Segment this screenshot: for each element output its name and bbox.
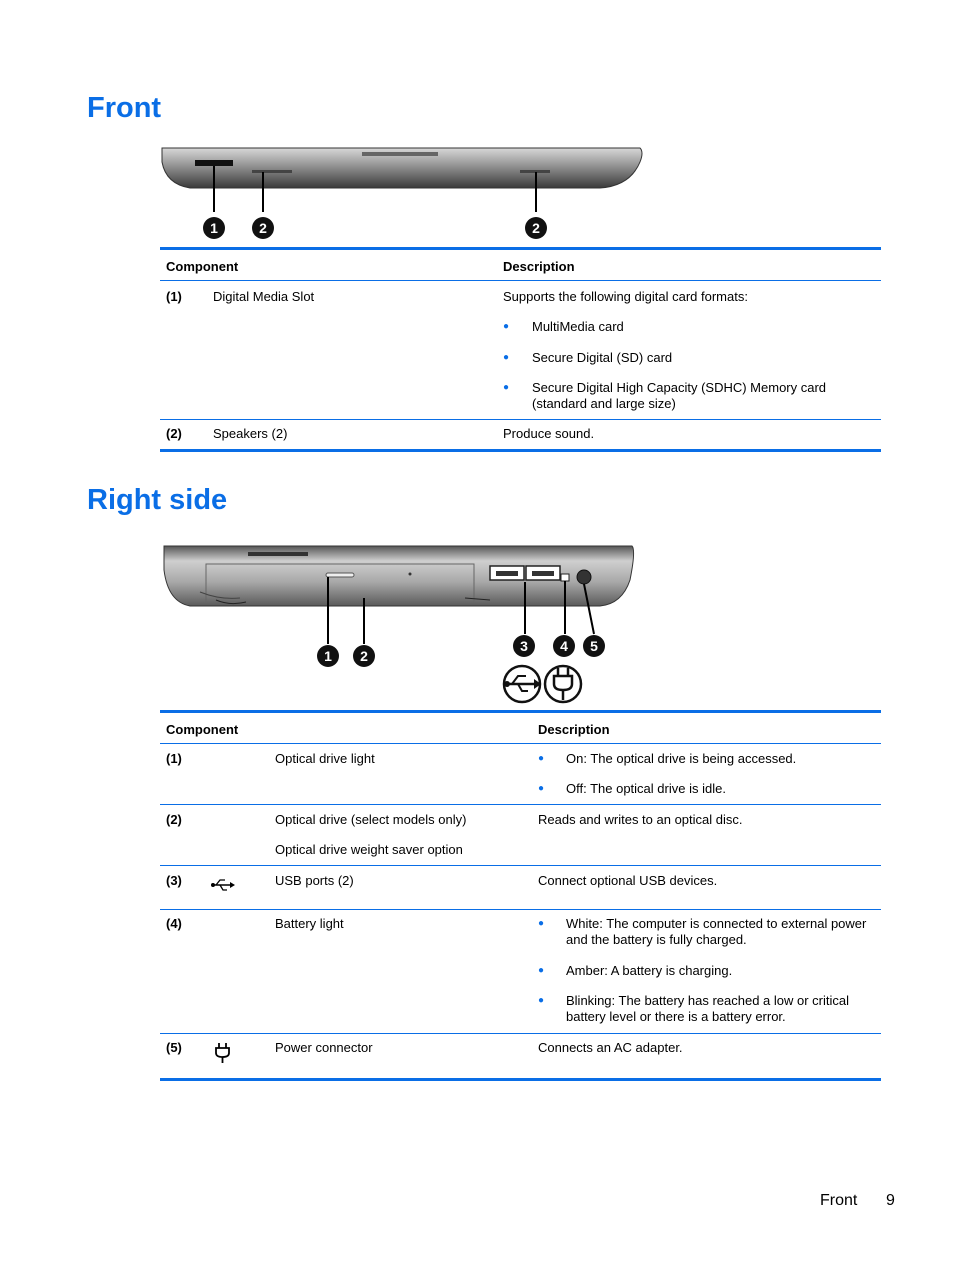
callout-1: 1 (210, 220, 218, 236)
usb-icon (504, 666, 541, 702)
bullet-text: Secure Digital High Capacity (SDHC) Memory card (standard and large size) (532, 380, 827, 411)
front-components-table (160, 247, 881, 452)
laptop-front-illustration (160, 140, 650, 245)
header-description: Description (538, 722, 610, 737)
row-number: (2) (166, 426, 182, 441)
table-row (160, 910, 881, 1034)
callout-3: 3 (520, 638, 528, 654)
callout-5: 5 (590, 638, 598, 654)
right-side-components-table (160, 710, 881, 1081)
power-plug-icon (545, 666, 581, 702)
component-name: USB ports (2) (275, 873, 354, 888)
bullet-icon: ● (503, 382, 510, 393)
section-title-front: Front (87, 92, 162, 124)
table-row (160, 281, 881, 420)
bullet-icon: ● (538, 918, 545, 929)
footer-section-name: Front (820, 1192, 858, 1209)
table-row (160, 1034, 881, 1078)
bullet-icon: ● (538, 753, 545, 764)
component-name: Optical drive light (275, 751, 375, 766)
component-name: Optical drive (select models only) (275, 812, 467, 827)
callout-2: 2 (259, 220, 267, 236)
bullet-text: Amber: A battery is charging. (566, 963, 733, 978)
table-header (160, 250, 881, 281)
laptop-right-side-illustration (160, 540, 640, 708)
bullet-text: White: The computer is connected to external power and the battery is fully charged. (566, 916, 867, 947)
footer-page-number: 9 (886, 1192, 895, 1209)
header-component: Component (166, 722, 239, 737)
bullet-icon: ● (538, 995, 545, 1006)
bullet-text: Off: The optical drive is idle. (566, 781, 726, 796)
bullet-icon: ● (538, 783, 545, 794)
row-number: (3) (166, 873, 182, 888)
bullet-text: On: The optical drive is being accessed. (566, 751, 797, 766)
bullet-icon: ● (503, 321, 510, 332)
callout-2b: 2 (532, 220, 540, 236)
callout-1: 1 (324, 648, 332, 664)
component-description: Connect optional USB devices. (538, 873, 718, 888)
table-header (160, 713, 881, 744)
bullet-text: MultiMedia card (532, 319, 624, 334)
component-description: Reads and writes to an optical disc. (538, 812, 743, 827)
callout-4: 4 (560, 638, 568, 654)
usb-icon (210, 878, 236, 892)
bullet-icon: ● (503, 352, 510, 363)
row-number: (5) (166, 1040, 182, 1055)
component-name-secondary: Optical drive weight saver option (275, 842, 463, 857)
bullet-icon: ● (538, 965, 545, 976)
bullet-text: Secure Digital (SD) card (532, 350, 673, 365)
power-plug-icon (214, 1042, 232, 1064)
row-number: (2) (166, 812, 182, 827)
component-name: Digital Media Slot (213, 289, 315, 304)
component-name: Power connector (275, 1040, 373, 1055)
row-number: (1) (166, 289, 182, 304)
table-row (160, 805, 881, 866)
header-component: Component (166, 259, 239, 274)
table-row (160, 866, 881, 910)
header-description: Description (503, 259, 575, 274)
callout-2: 2 (360, 648, 368, 664)
table-row (160, 744, 881, 805)
bullet-text: Blinking: The battery has reached a low or critical battery level or there is a battery error. (566, 993, 850, 1024)
row-number: (4) (166, 916, 182, 931)
section-title-right-side: Right side (87, 484, 228, 516)
component-name: Battery light (275, 916, 344, 931)
component-description: Connects an AC adapter. (538, 1040, 683, 1055)
component-description: Produce sound. (503, 426, 595, 441)
component-name: Speakers (2) (213, 426, 288, 441)
component-description: Supports the following digital card formats: (503, 289, 748, 304)
table-row (160, 420, 881, 449)
row-number: (1) (166, 751, 182, 766)
